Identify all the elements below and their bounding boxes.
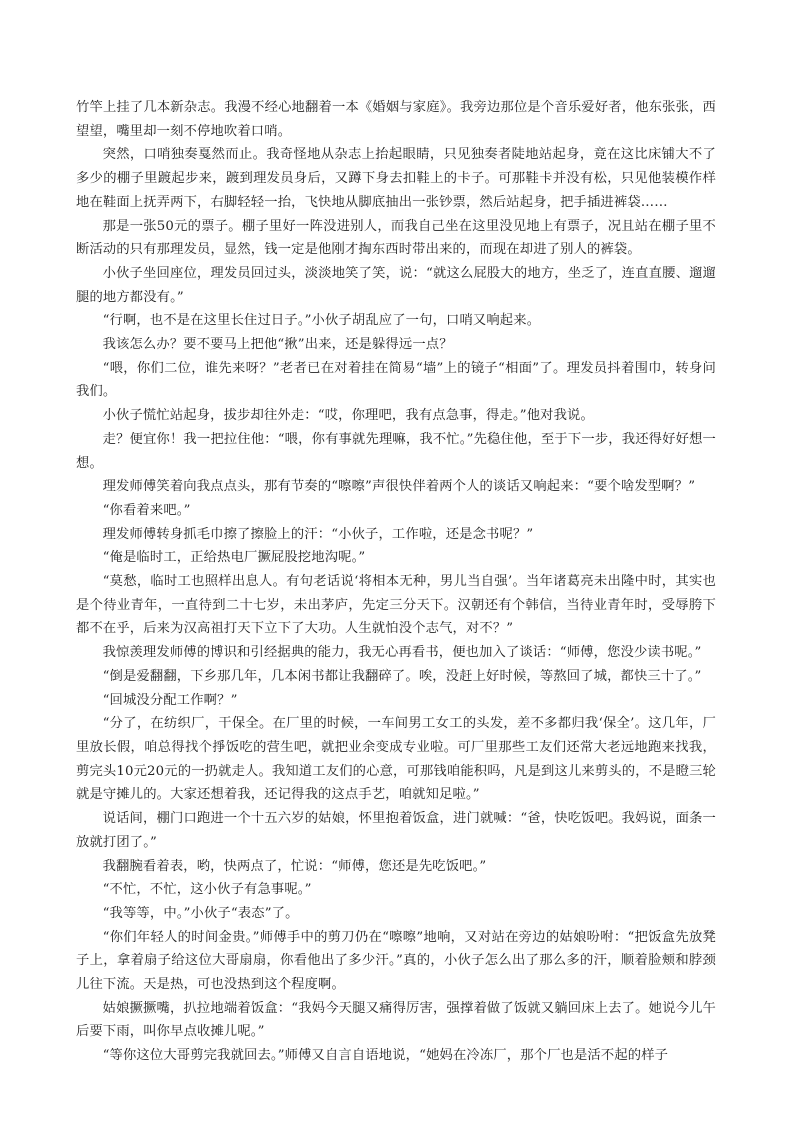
paragraph: “莫愁，临时工也照样出息人。有句老话说‘将相本无种，男儿当自强’。当年诸葛亮未出隆中时，其实也是个待业青年，一直待到二十七岁，未出茅庐，先定三分天下。汉朝还有个韩信，当待业青年时，受辱胯下都不在乎，后来为汉高祖打天下立下了大功。人生就怕没个志气，对不？” <box>76 574 716 637</box>
paragraph: 理发师傅转身抓毛巾擦了擦脸上的汗：“小伙子，工作啦，还是念书呢？” <box>102 526 534 542</box>
paragraph: 我惊羡理发师傅的博识和引经据典的能力，我无心再看书，便也加入了谈话：“师傅，您没少读书呢。” <box>102 645 702 661</box>
paragraph: 走？便宜你！我一把拉住他：“喂，你有事就先理嘛，我不忙。”先稳住他，至于下一步，我还得好好想一想。 <box>76 431 716 471</box>
paragraph: 那是一张50元的票子。棚子里好一阵没进别人，而我自己坐在这里没见地上有票子，况且站在棚子里不断活动的只有那理发员，显然，钱一定是他刚才掏东西时带出来的，而现在却进了别人的裤袋。 <box>76 218 716 258</box>
paragraph: 竹竿上挂了几本新杂志。我漫不经心地翻着一本《婚姻与家庭》。我旁边那位是个音乐爱好者，他东张张，西望望，嘴里却一刻不停地吹着口哨。 <box>76 100 716 139</box>
paragraph: “分了，在纺织厂，干保全。在厂里的时候，一车间男工女工的头发，差不多都归我‘保全’。这几年，厂里放长假，咱总得找个掙饭吃的营生吧，就把业余变成专业啦。可厂里那些工友们还常大老远地跑来找我，剪完头10元20元的一扔就走人。我知道工友们的心意，可那钱咱能积吗，凡是到这儿来剪头的，不是瞪三轮就是守摊儿的。大家还想着我，还记得我的这点手艺，咱就知足啦。” <box>76 716 716 803</box>
paragraph: “回城没分配工作啊？” <box>102 692 238 708</box>
paragraph: “不忙，不忙，这小伙子有急事呢。” <box>102 882 312 898</box>
paragraph: “你们年轻人的时间金贵。”师傅手中的剪刀仍在“嚓嚓”地响，又对站在旁边的姑娘吩咐：“把饭盒先放凳子上，拿着扇子给这位大哥扇扇，你看他出了多少汗。”真的，小伙子怎么出了那么多的汗，顺着脸颊和脖颈儿往下流。天是热，可也没热到这个程度啊。 <box>76 929 716 993</box>
paragraph: 突然，口哨独奏戛然而止。我奇怪地从杂志上抬起眼睛，只见独奏者陡地站起身，竟在这比床铺大不了多少的棚子里踱起步来，踱到理发员身后，又蹲下身去扣鞋上的卡子。可那鞋卡并没有松，只见他装模作样地在鞋面上抚弄两下，右脚轻轻一抬，飞快地从脚底抽出一张钞票，然后站起身，把手插进裤袋…… <box>76 147 716 210</box>
paragraph: “行啊，也不是在这里长住过日子。”小伙子胡乱应了一句，口哨又响起来。 <box>102 313 541 329</box>
article-body <box>76 96 716 1068</box>
paragraph: “我等等，中。”小伙子“表态”了。 <box>102 905 299 921</box>
paragraph: 说话间，棚门口跑进一个十五六岁的姑娘，怀里抱着饭盒，进门就喊：“爸，快吃饭吧。我妈说，面条一放就打团了。” <box>76 811 716 850</box>
paragraph: 姑娘撅撅嘴，扒拉地端着饭盒：“我妈今天腿又痛得厉害，强撑着做了饭就又躺回床上去了。她说今儿午后要下雨，叫你早点收摊儿呢。” <box>76 1000 716 1040</box>
paragraph: 我该怎么办？要不要马上把他“揪”出来，还是躲得远一点？ <box>102 337 453 353</box>
paragraph: 小伙子坐回座位，理发员回过头，淡淡地笑了笑，说：“就这么屁股大的地方，坐乏了，连直直腰、遛遛腿的地方都没有。” <box>76 265 716 305</box>
paragraph: “俺是临时工，正给热电厂撅屁股挖地沟呢。” <box>102 550 366 566</box>
paragraph: 理发师傅笑着向我点点头，那有节奏的“嚓嚓”声很快伴着两个人的谈话又响起来：“要个啥发型啊？” <box>102 479 696 495</box>
paragraph: “倒是爱翻翻，下乡那几年，几本闲书都让我翻碎了。唉，没赶上好时候，等熬回了城，都快三十了。” <box>102 668 702 684</box>
paragraph: 我翻腕看着表，哟，快两点了，忙说：“师傅，您还是先吃饭吧。” <box>102 858 487 874</box>
paragraph: “喂，你们二位，谁先来呀？”老者已在对着挂在简易“墙”上的镜子“相面”了。理发员抖着围巾，转身问我们。 <box>76 360 716 400</box>
paragraph: 小伙子慌忙站起身，拔步却往外走：“哎，你理吧，我有点急事，得走。”他对我说。 <box>102 408 594 424</box>
paragraph: “你看着来吧。” <box>102 502 191 518</box>
paragraph: “等你这位大哥剪完我就回去。”师傅又自言自语地说，“她妈在冷冻厂，那个厂也是活不起的样子 <box>102 1048 669 1064</box>
